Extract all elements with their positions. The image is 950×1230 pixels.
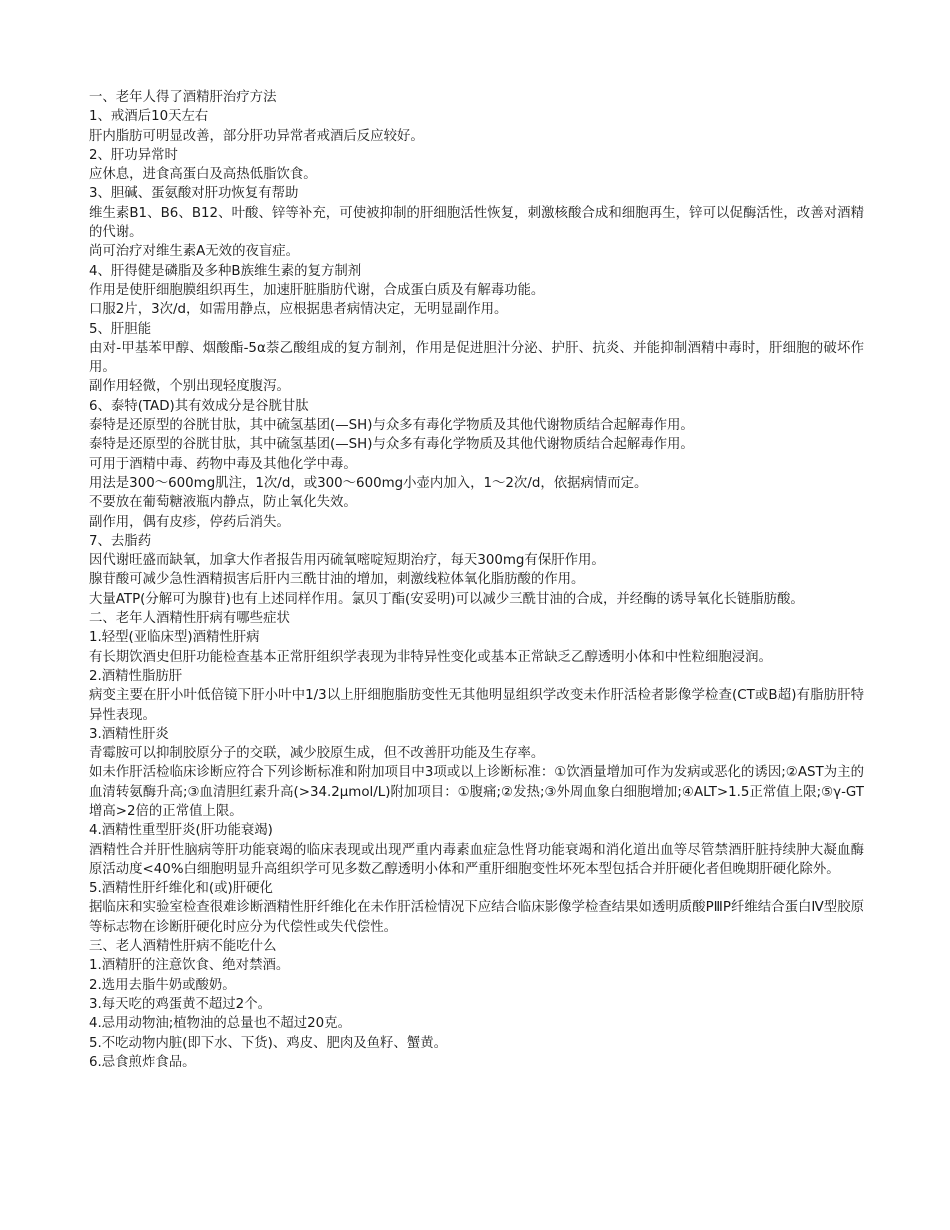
list-item: 6.忌食煎炸食品。	[89, 1054, 196, 1070]
item-heading: 4.酒精性重型肝炎(肝功能衰竭)	[89, 823, 273, 839]
list-item: 1.酒精肝的注意饮食、绝对禁酒。	[89, 958, 290, 974]
item-heading: 2.酒精性脂肪肝	[89, 668, 183, 684]
item-heading: 6、泰特(TAD)其有效成分是谷胱甘肽	[89, 398, 309, 414]
item-heading: 4、肝得健是磷脂及多种B族维生素的复方制剂	[89, 263, 362, 279]
paragraph: 可用于酒精中毒、药物中毒及其他化学中毒。	[89, 456, 357, 472]
paragraph: 泰特是还原型的谷胱甘肽，其中硫氢基团(—SH)与众多有毒化学物质及其他代谢物质结合起解毒作用。	[89, 418, 694, 434]
section-heading-diet: 三、老人酒精性肝病不能吃什么	[89, 939, 277, 955]
paragraph: 泰特是还原型的谷胱甘肽，其中硫氢基团(—SH)与众多有毒化学物质及其他代谢物质结合起解毒作用。	[89, 437, 694, 453]
paragraph: 肝内脂肪可明显改善，部分肝功异常者戒酒后反应较好。	[89, 128, 424, 144]
list-item: 5.不吃动物内脏(即下水、下货)、鸡皮、肥肉及鱼籽、蟹黄。	[89, 1035, 447, 1051]
paragraph: 如未作肝活检临床诊断应符合下列诊断标准和附加项目中3项或以上诊断标准：①饮酒量增加可作为发病或恶化的诱因;②AST为主的血清转氨酶升高;③血清胆红素升高(>34.2μmol/L)附加项目：①腹痛;②发热;③外周血象白细胞增加;④ALT>1.5正常值上限;⑤γ-GT增高>2倍的正常值上限。	[89, 765, 864, 819]
item-heading: 5.酒精性肝纤维化和(或)肝硬化	[89, 881, 273, 897]
paragraph: 病变主要在肝小叶低倍镜下肝小叶中1/3以上肝细胞脂肪变性无其他明显组织学改变未作肝活检者影像学检查(CT或B超)有脂肪肝特异性表现。	[89, 688, 864, 723]
paragraph: 酒精性合并肝性脑病等肝功能衰竭的临床表现或出现严重内毒素血症急性肾功能衰竭和消化道出血等尽管禁酒肝脏持续肿大凝血酶原活动度<40%白细胞明显升高组织学可见多数乙醇透明小体和严重肝细胞变性坏死本型包括合并肝硬化者但晚期肝硬化除外。	[89, 842, 864, 877]
section-heading-treatment: 一、老年人得了酒精肝治疗方法	[89, 90, 277, 105]
item-heading: 1.轻型(亚临床型)酒精性肝病	[89, 630, 260, 646]
item-heading: 7、去脂药	[89, 533, 152, 549]
list-item: 4.忌用动物油;植物油的总量也不超过20克。	[89, 1016, 351, 1032]
paragraph: 不要放在葡萄糖液瓶内静点，防止氧化失效。	[89, 495, 357, 511]
list-item: 3.每天吃的鸡蛋黄不超过2个。	[89, 996, 271, 1012]
paragraph: 维生素B1、B6、B12、叶酸、锌等补充，可使被抑制的肝细胞活性恢复，刺激核酸合成和细胞再生，锌可以促酶活性，改善对酒精的代谢。	[89, 205, 864, 241]
item-heading: 2、肝功异常时	[89, 147, 178, 163]
paragraph: 因代谢旺盛而缺氧，加拿大作者报告用丙硫氧嘧啶短期治疗，每天300mg有保肝作用。	[89, 553, 605, 569]
paragraph: 大量ATP(分解可为腺苷)也有上述同样作用。氯贝丁酯(安妥明)可以减少三酰甘油的合成，并经酶的诱导氧化长链脂肪酸。	[89, 591, 804, 607]
paragraph: 据临床和实验室检查很难诊断酒精性肝纤维化在未作肝活检情况下应结合临床影像学检查结果如透明质酸PⅢP纤维结合蛋白Ⅳ型胶原等标志物在诊断肝硬化时应分为代偿性或失代偿性。	[89, 900, 864, 935]
paragraph: 口服2片，3次/d，如需用静点，应根据患者病情决定，无明显副作用。	[89, 302, 508, 318]
paragraph: 青霉胺可以抑制胶原分子的交联，减少胶原生成，但不改善肝功能及生存率。	[89, 746, 545, 762]
paragraph: 副作用，偶有皮疹，停药后消失。	[89, 514, 290, 530]
item-heading: 3、胆碱、蛋氨酸对肝功恢复有帮助	[89, 186, 299, 202]
document-body	[89, 88, 864, 1072]
paragraph: 有长期饮酒史但肝功能检查基本正常肝组织学表现为非特异性变化或基本正常缺乏乙醇透明小体和中性粒细胞浸润。	[89, 649, 772, 665]
paragraph: 副作用轻微，个别出现轻度腹泻。	[89, 379, 290, 395]
paragraph: 作用是使肝细胞膜组织再生，加速肝脏脂肪代谢，合成蛋白质及有解毒功能。	[89, 282, 545, 298]
item-heading: 3.酒精性肝炎	[89, 726, 169, 742]
item-heading: 1、戒酒后10天左右	[89, 109, 209, 125]
list-item: 2.选用去脂牛奶或酸奶。	[89, 977, 236, 993]
paragraph: 腺苷酸可减少急性酒精损害后肝内三酰甘油的增加，刺激线粒体氧化脂肪酸的作用。	[89, 572, 585, 588]
paragraph: 尚可治疗对维生素A无效的夜盲症。	[89, 244, 300, 260]
paragraph: 用法是300～600mg肌注，1次/d，或300～600mg小壶内加入，1～2次/d，依据病情而定。	[89, 475, 648, 491]
section-heading-symptoms: 二、老年人酒精性肝病有哪些症状	[89, 611, 290, 627]
paragraph: 应休息，进食高蛋白及高热低脂饮食。	[89, 167, 317, 183]
paragraph: 由对-甲基苯甲醇、烟酸酯-5α萘乙酸组成的复方制剂，作用是促进胆汁分泌、护肝、抗炎、并能抑制酒精中毒时，肝细胞的破坏作用。	[89, 340, 864, 376]
item-heading: 5、肝胆能	[89, 321, 152, 337]
